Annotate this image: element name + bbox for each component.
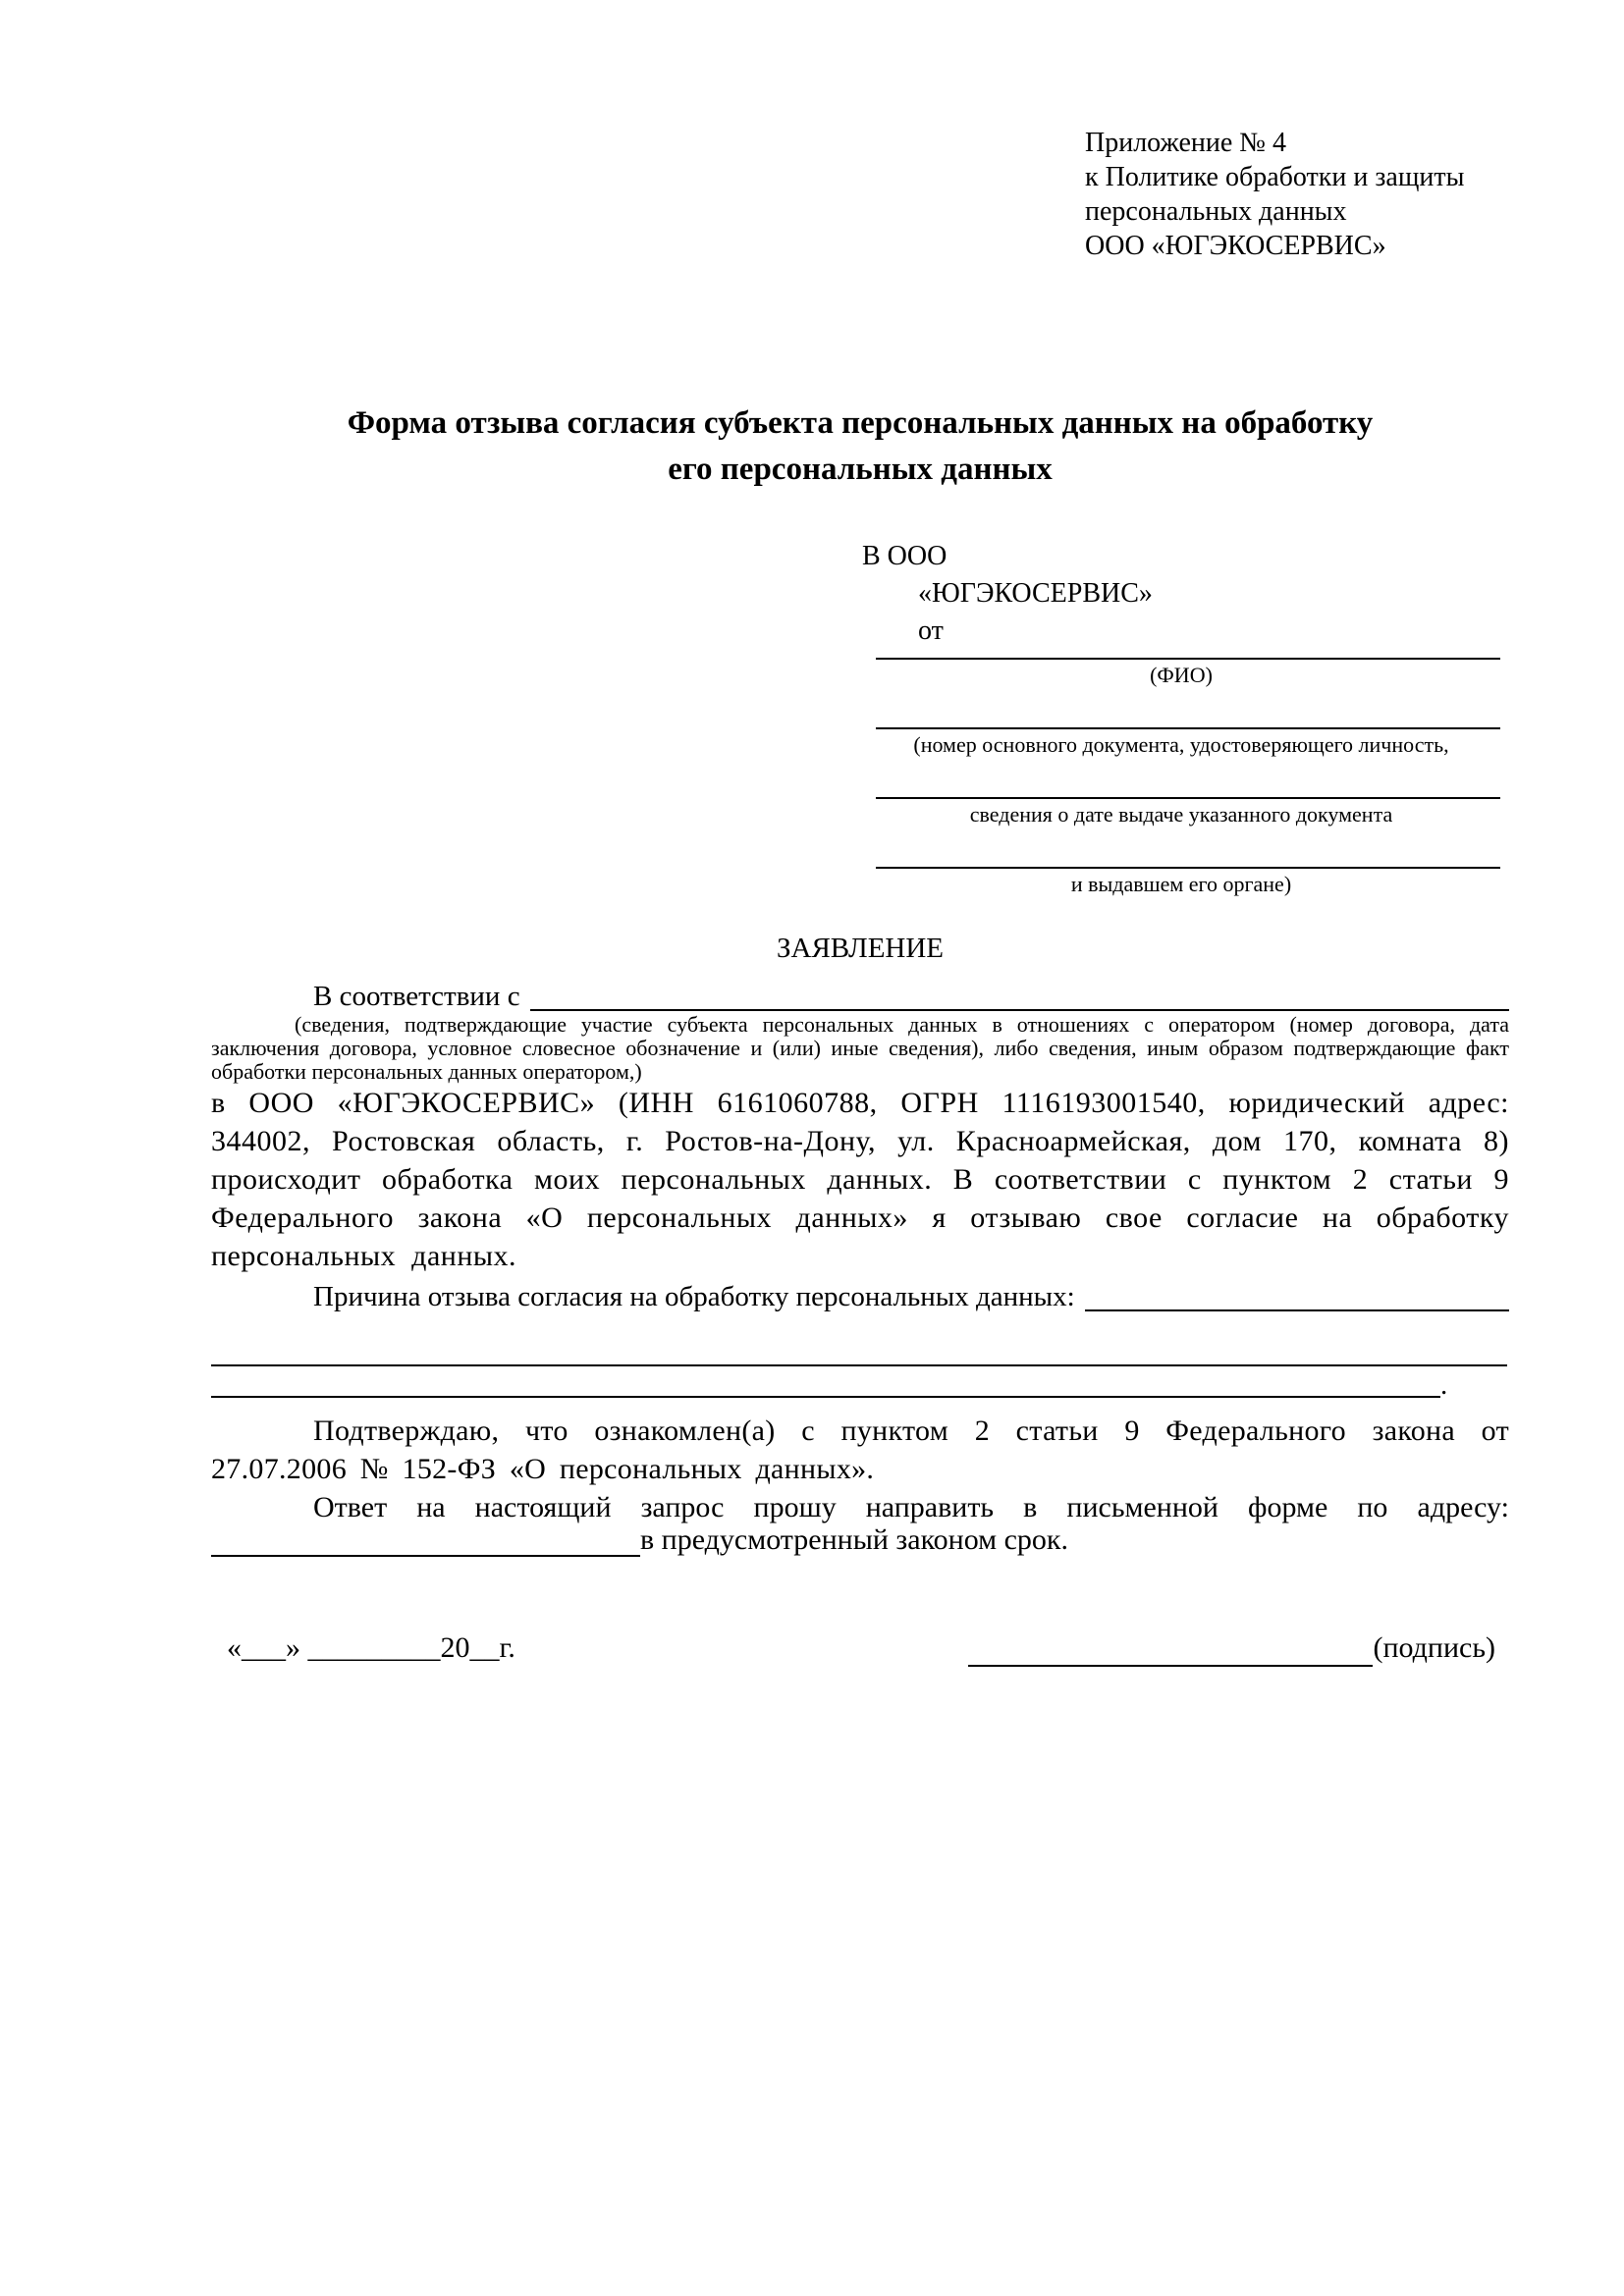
appendix-header-line-3: персональных данных (1085, 196, 1347, 227)
address-blank-line (211, 1525, 640, 1557)
addressee-org-name: «ЮГЭКОСЕРВИС» (918, 578, 1153, 609)
statement-heading: ЗАЯВЛЕНИЕ (776, 933, 945, 964)
signature-blank-line (968, 1635, 1373, 1667)
reason-label: Причина отзыва согласия на обработку персональных данных: (313, 1281, 1075, 1312)
addressee-from-label: от (918, 615, 944, 646)
body-paragraph: в ООО «ЮГЭКОСЕРВИС» (ИНН 6161060788, ОГРН 1116193001540, юридический адрес: 344002, Ростовская область, г. Ростов-на-Дону, ул. Красноармейская, дом 170, комната 8) происходит обработка моих персональных данных. В соответствии с пунктом 2 статьи 9 Федерального закона «О персональных данных» я отзываю свое согласие на обработку персональных данных. (211, 1087, 1509, 1272)
appendix-header-line-4: ООО «ЮГЭКОСЕРВИС» (1085, 231, 1386, 261)
reply-prefix: Ответ на настоящий запрос прошу направить в письменной форме по адресу: (313, 1491, 1509, 1523)
fio-caption: (ФИО) (1150, 663, 1213, 687)
signature-group (968, 1629, 1509, 1667)
reason-blank-line-2 (211, 1364, 1507, 1366)
reason-blank-line-1 (1085, 1278, 1509, 1311)
reply-address-row (211, 1523, 1509, 1557)
accordance-blank-line (530, 978, 1509, 1011)
appendix-header-line-2: к Политике обработки и защиты (1085, 162, 1465, 192)
issuing-authority-blank-line (876, 828, 1500, 869)
fio-blank-line (876, 650, 1500, 660)
document-title-line-2: его персональных данных (668, 452, 1053, 487)
reply-suffix: в предусмотренный законом срок. (640, 1523, 1068, 1556)
document-title-line-1: Форма отзыва согласия субъекта персональных данных на обработку (347, 405, 1374, 441)
accordance-prefix: В соответствии с (313, 981, 520, 1012)
reason-blank-line-3 (211, 1372, 1440, 1398)
accordance-row (211, 978, 1509, 1015)
signature-row (211, 1629, 1509, 1667)
confirmation-paragraph: Подтверждаю, что ознакомлен(а) с пунктом 2 статьи 9 Федерального закона от 27.07.2006 № 152-ФЗ «О персональных данных». (211, 1415, 1509, 1485)
reason-blank-line-3-row (211, 1369, 1509, 1401)
reason-terminator: . (1440, 1369, 1448, 1401)
appendix-header (1085, 126, 1464, 263)
addressee-block (862, 538, 1500, 897)
date-blank: «___» _________20__г. (227, 1631, 515, 1664)
document-number-caption: (номер основного документа, удостоверяющего личность, (913, 732, 1449, 757)
signature-caption: (подпись) (1373, 1631, 1495, 1664)
document-number-blank-line (876, 688, 1500, 729)
issue-date-caption: сведения о дате выдаче указанного документа (969, 802, 1393, 827)
appendix-header-line-1: Приложение № 4 (1085, 128, 1286, 158)
addressee-to-line: В ООО (862, 541, 947, 571)
issuing-authority-caption: и выдавшем его органе) (1070, 872, 1292, 896)
issue-date-blank-line (876, 758, 1500, 799)
accordance-blank-caption: (сведения, подтверждающие участие субъекта персональных данных в отношениях с оператором (номер договора, дата заключения договора, условное словесное обозначение и (или) иные сведения), либо сведения, иным образом подтверждающие факт обработки персональных данных оператором,) (211, 1012, 1509, 1084)
reason-row (211, 1278, 1509, 1315)
document-title (211, 400, 1509, 493)
